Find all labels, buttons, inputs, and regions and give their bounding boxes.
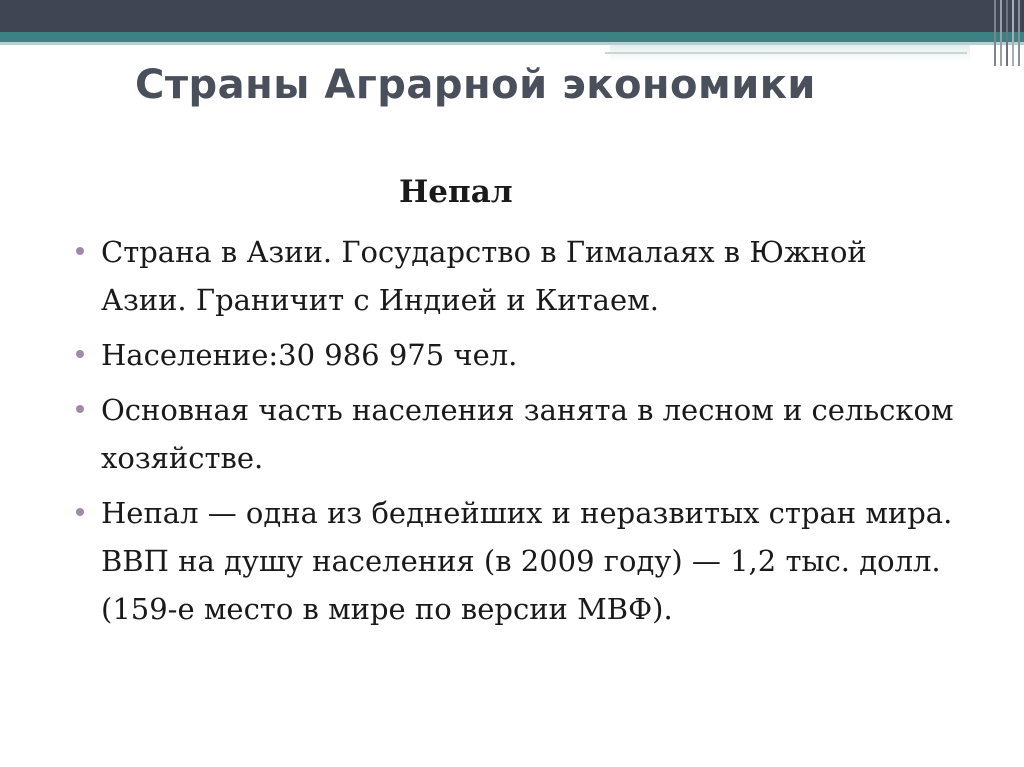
slide-title: Страны Аграрной экономики — [135, 62, 816, 108]
bullet-dot-icon — [76, 508, 84, 516]
slide-subheading: Непал — [399, 174, 513, 210]
bullet-item — [74, 489, 954, 633]
decorative-shadow — [610, 45, 970, 63]
decorative-line — [605, 52, 967, 54]
decorative-stripes — [992, 0, 1024, 66]
bullet-item — [74, 228, 954, 324]
bullet-dot-icon — [76, 405, 84, 413]
header-teal-band — [0, 32, 1024, 42]
bullet-text: Основная часть населения занята в лесном и сельском хозяйстве. — [101, 393, 954, 475]
bullet-text: Страна в Азии. Государство в Гималаях в Южной Азии. Граничит с Индией и Китаем. — [101, 235, 867, 317]
bullet-dot-icon — [76, 350, 84, 358]
bullet-text: Население:30 986 975 чел. — [101, 338, 518, 372]
bullet-item — [74, 386, 954, 482]
header-dark-band — [0, 0, 1024, 32]
bullet-dot-icon — [76, 247, 84, 255]
bullet-item — [74, 331, 954, 379]
bullet-list — [74, 228, 954, 640]
bullet-text: Непал — одна из беднейших и неразвитых стран мира. ВВП на душу населения (в 2009 году) — 1,2 тыс. долл. (159-е место в мире по версии МВФ). — [101, 496, 953, 626]
